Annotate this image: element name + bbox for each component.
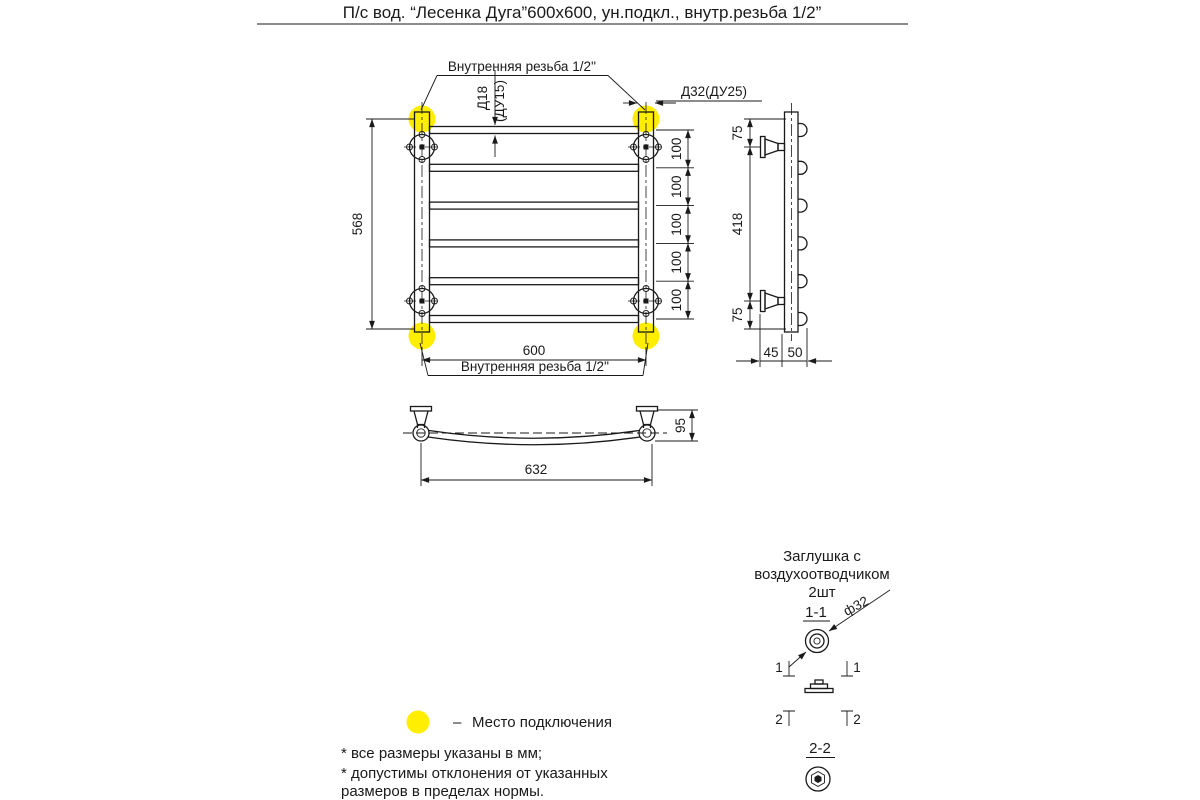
- section2-marks: [775, 711, 861, 727]
- wall-flange: [628, 286, 664, 317]
- rung-spacing-value: 100: [669, 213, 684, 236]
- title-block: [257, 3, 908, 24]
- thread-label-bottom: Внутренняя резьба 1/2'': [460, 359, 610, 374]
- wall-flange: [404, 132, 440, 163]
- cap-leader-lower: [789, 652, 806, 667]
- wall-offset-value: 45: [763, 345, 779, 360]
- rung-diameter-label: Д18: [475, 85, 490, 111]
- wall-flange: [404, 286, 440, 317]
- cap-detail: [754, 548, 890, 791]
- rung-stubs: [798, 124, 807, 326]
- note-line: размеров в пределах нормы.: [341, 783, 545, 800]
- width-value: 600: [522, 343, 546, 358]
- side-view: [730, 103, 832, 367]
- outer-width-value: 632: [524, 462, 548, 477]
- arc-rung-inner-edge: [429, 431, 639, 439]
- cap-note-line2: воздухоотводчиком: [754, 566, 890, 583]
- section1-circles: [806, 630, 829, 653]
- height-dimension: [350, 119, 414, 329]
- section-mark-digit: 1: [853, 660, 861, 675]
- thread-callout-top: [421, 59, 645, 110]
- section-mark-digit: 1: [775, 660, 783, 675]
- page-title: П/с вод. “Лесенка Дуга”600х600, ун.подкл., внутр.резьба 1/2”: [342, 3, 822, 22]
- front-view: [350, 59, 762, 376]
- rung-diameter-dn-label: (ДУ15): [492, 80, 507, 122]
- cap-diameter-label: ф32: [840, 593, 871, 619]
- bow-depth-dimension: [655, 410, 698, 441]
- height-value: 568: [350, 212, 365, 236]
- section-mark-digit: 2: [853, 712, 861, 727]
- thread-label-top: Внутренняя резьба 1/2'': [447, 59, 597, 74]
- side-top-offset-value: 75: [730, 125, 745, 141]
- section2-label: 2-2: [809, 740, 831, 757]
- legend-dash: –: [453, 714, 462, 731]
- top-view: [403, 407, 698, 487]
- cap-note-line3: 2шт: [808, 584, 836, 601]
- notes-block: [341, 745, 608, 800]
- legend-label: Место подключения: [472, 714, 612, 731]
- note-line: * все размеры указаны в мм;: [341, 745, 543, 762]
- depth-value: 50: [787, 345, 803, 360]
- wall-bracket-side: [761, 137, 785, 158]
- rung-spacing-value: 100: [669, 251, 684, 274]
- section-mark-digit: 2: [775, 712, 783, 727]
- rung-spacing-dimensions: [656, 130, 694, 319]
- legend: [407, 711, 612, 734]
- wall-flange: [628, 132, 664, 163]
- rung-spacing-value: 100: [669, 288, 684, 312]
- side-span-value: 418: [730, 212, 745, 236]
- bow-depth-value: 95: [673, 417, 688, 434]
- cap-note-line1: Заглушка с: [783, 548, 861, 565]
- wall-bracket-side: [761, 291, 785, 312]
- section1-marks: [775, 660, 861, 676]
- rung-spacing-value: 100: [669, 175, 684, 198]
- riser-diameter-label: Д32(ДУ25): [680, 84, 748, 99]
- riser-diameter-callout: [623, 84, 762, 103]
- section1-label: 1-1: [805, 604, 827, 621]
- connection-point-markers: [409, 106, 660, 350]
- section2-view: [806, 767, 830, 791]
- cap-profile: [805, 680, 833, 693]
- wall-flanges: [404, 132, 664, 317]
- note-line: * допустимы отклонения от указанных: [341, 765, 608, 782]
- side-bottom-offset-value: 75: [730, 307, 745, 323]
- rung-diameter-callout: [475, 70, 507, 157]
- outer-width-dimension: [421, 443, 652, 486]
- rung-spacing-value: 100: [669, 137, 684, 161]
- connection-legend-marker: [407, 711, 430, 734]
- rungs: [430, 127, 639, 323]
